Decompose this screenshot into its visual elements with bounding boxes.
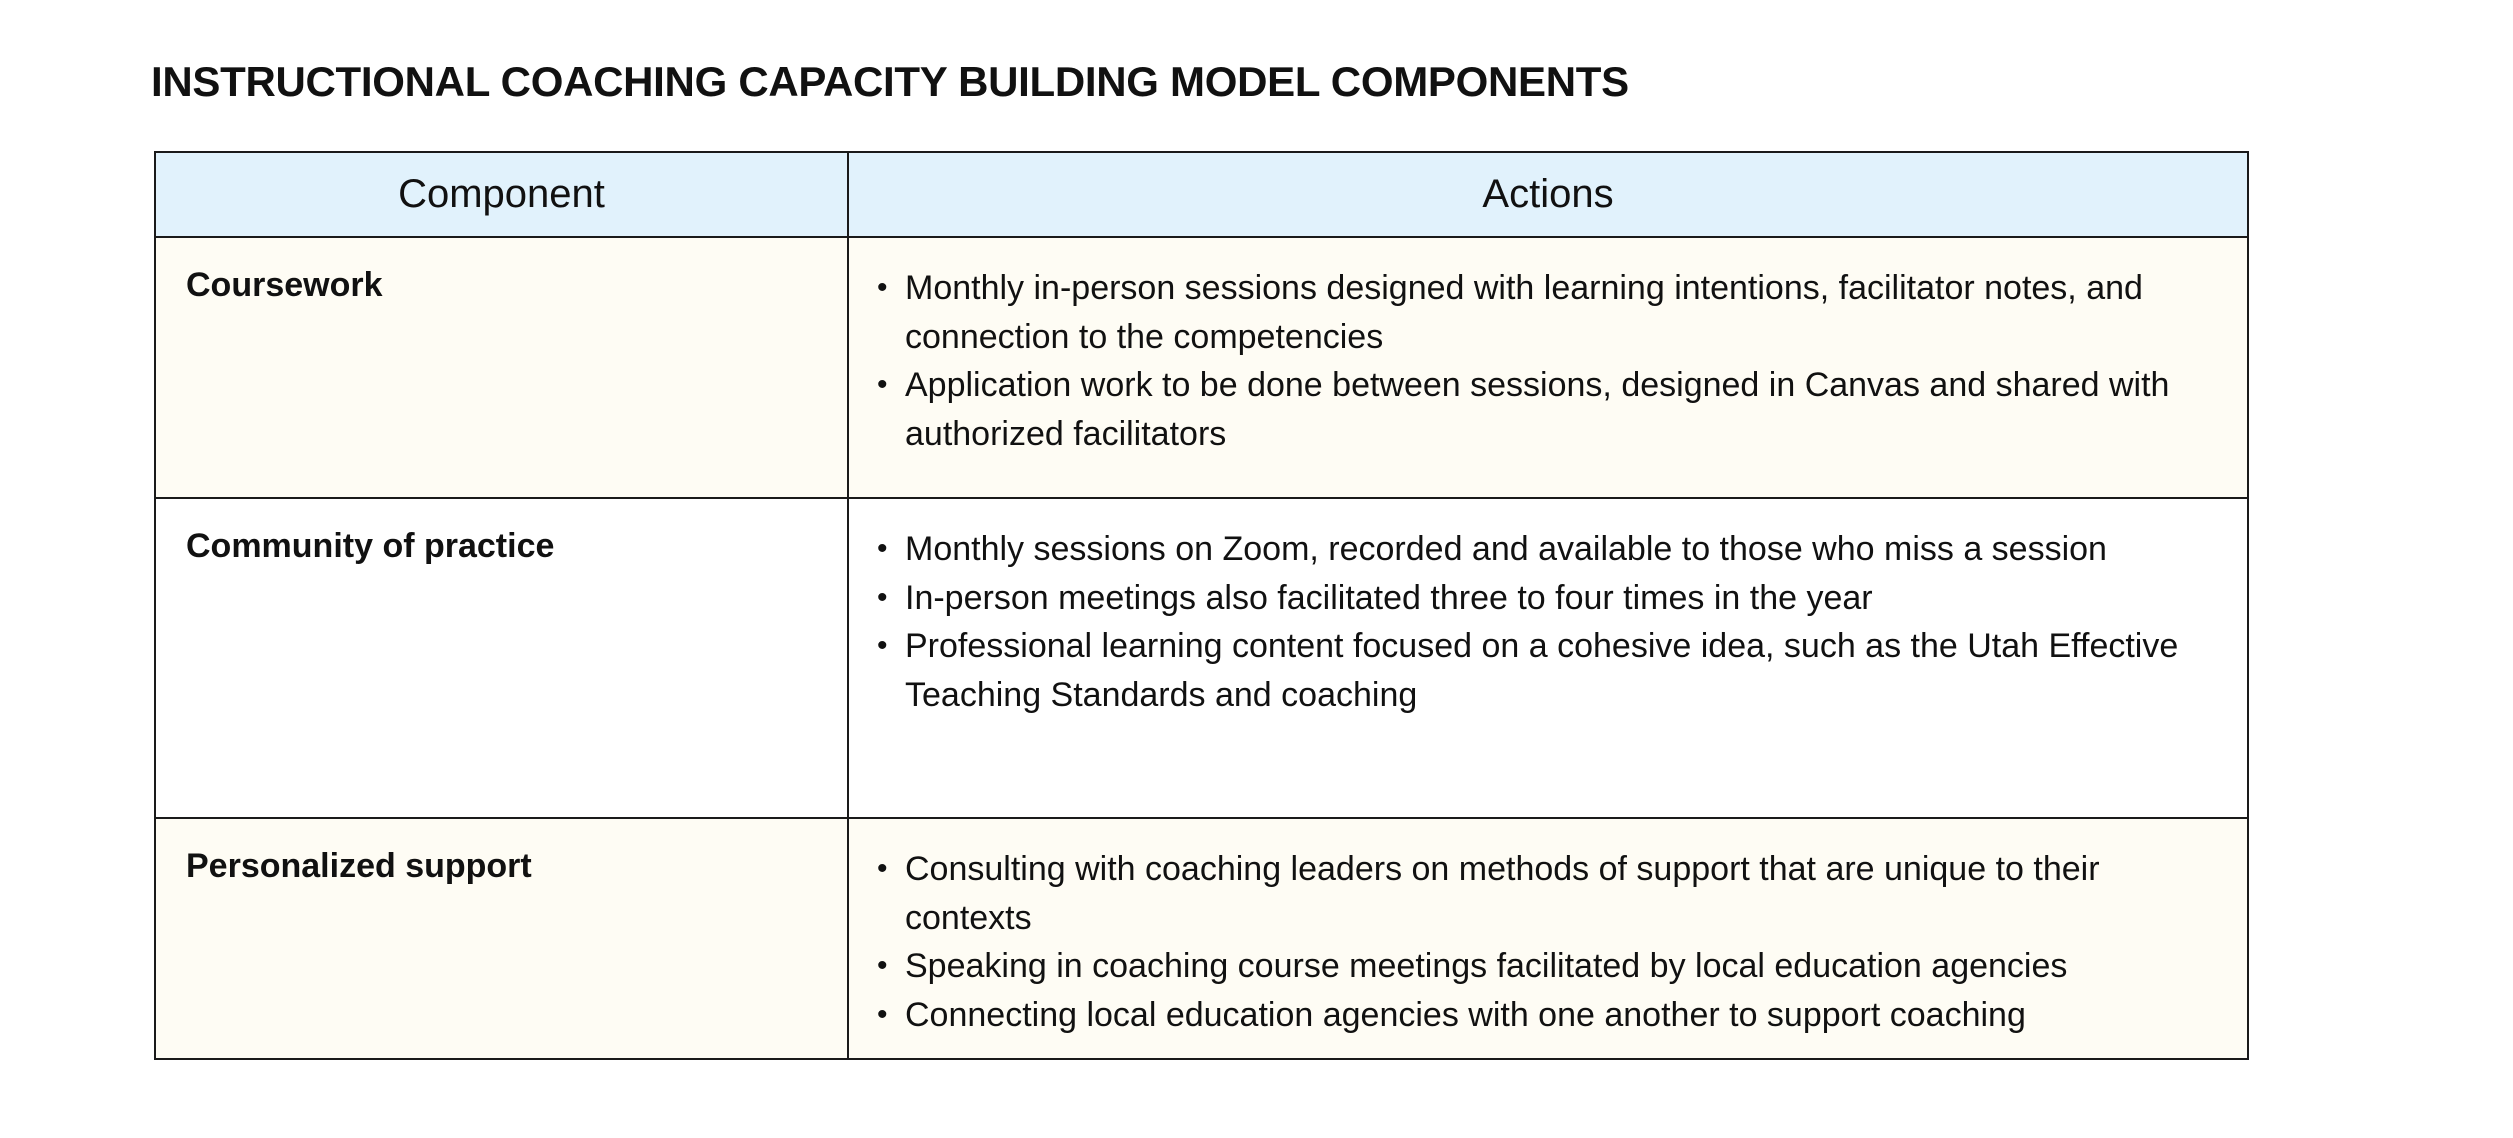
action-text: Application work to be done between sessions, designed in Canvas and shared with authorized facilitators (905, 366, 2170, 453)
component-name: Coursework (155, 237, 848, 498)
action-item (877, 361, 2207, 458)
action-text: Professional learning content focused on a cohesive idea, such as the Utah Effective Teaching Standards and coaching (905, 627, 2179, 714)
action-item (877, 264, 2207, 361)
column-header-component: Component (155, 152, 848, 237)
action-item (877, 525, 2207, 574)
action-text: Consulting with coaching leaders on methods of support that are unique to their contexts (905, 850, 2100, 937)
action-item (877, 622, 2207, 719)
action-text: Connecting local education agencies with one another to support coaching (905, 995, 2026, 1034)
action-list (877, 845, 2207, 1039)
table-row (155, 818, 2248, 1059)
action-text: Speaking in coaching course meetings facilitated by local education agencies (905, 947, 2068, 985)
bullet-icon: • (877, 852, 888, 885)
page-title: INSTRUCTIONAL COACHING CAPACITY BUILDING MODEL COMPONENTS (151, 58, 1629, 105)
bullet-icon: • (877, 629, 888, 662)
action-item (877, 845, 2207, 942)
action-item (877, 574, 2207, 623)
action-list (877, 264, 2207, 458)
bullet-icon: • (877, 949, 888, 982)
table-row (155, 237, 2248, 498)
action-item (877, 991, 2207, 1040)
bullet-icon: • (877, 997, 888, 1031)
bullet-icon: • (877, 368, 888, 401)
actions-cell (848, 237, 2248, 498)
actions-cell (848, 818, 2248, 1059)
table-row (155, 498, 2248, 818)
action-text: In-person meetings also facilitated three to four times in the year (905, 578, 1873, 617)
bullet-icon: • (877, 580, 888, 614)
components-table (154, 151, 2249, 1060)
column-header-actions: Actions (848, 152, 2248, 237)
component-name: Community of practice (155, 498, 848, 818)
actions-cell (848, 498, 2248, 818)
action-item (877, 942, 2207, 991)
component-name: Personalized support (155, 818, 848, 1059)
action-text: Monthly in-person sessions designed with learning intentions, facilitator notes, and connection to the competencies (905, 269, 2143, 356)
action-text: Monthly sessions on Zoom, recorded and available to those who miss a session (905, 530, 2107, 568)
table-header-row (155, 152, 2248, 237)
bullet-icon: • (877, 532, 888, 565)
bullet-icon: • (877, 271, 888, 304)
action-list (877, 525, 2207, 719)
